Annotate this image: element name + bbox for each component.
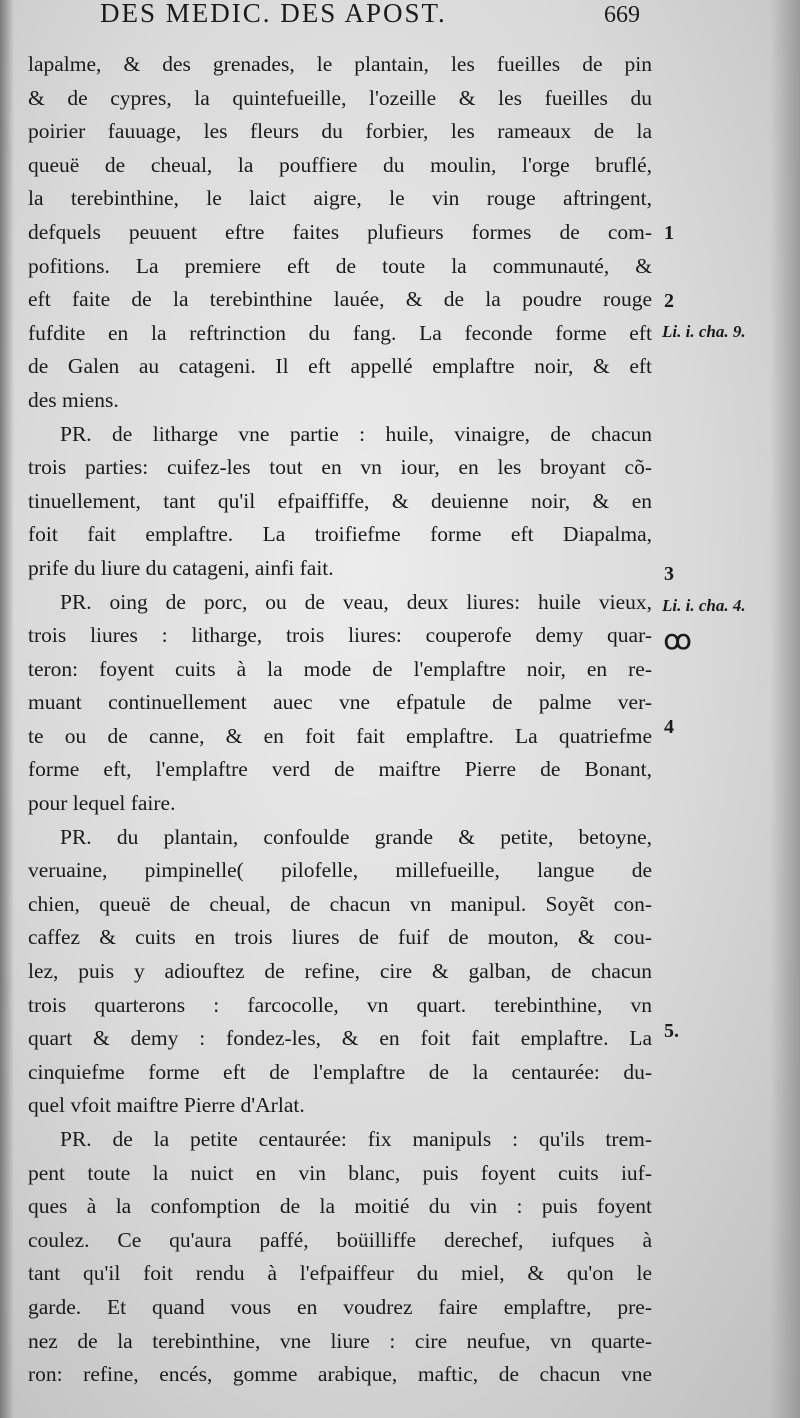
page-edge-shadow-left bbox=[0, 0, 14, 1418]
text-line: tant qu'il foit rendu à l'efpaiffeur du miel, & qu'on le bbox=[28, 1261, 652, 1286]
text-line: eft faite de la terebinthine lauée, & de la poudre rouge bbox=[28, 287, 652, 312]
margin-reference-2: Li. i. cha. 4. bbox=[662, 596, 746, 615]
margin-number-2: 2 bbox=[664, 290, 674, 312]
text-line: te ou de canne, & en foit fait emplaftre. La quatriefme bbox=[28, 723, 652, 748]
text-line: lez, puis y adiouftez de refine, cire & galban, de chacun bbox=[28, 959, 652, 984]
page-number: 669 bbox=[604, 2, 640, 28]
text-line: defquels peuuent eftre faites plufieurs formes de com- bbox=[28, 219, 652, 244]
margin-number-5: 5. bbox=[664, 1020, 679, 1042]
paragraph-start-line: PR. de la petite centaurée: fix manipuls : qu'ils trem- bbox=[60, 1127, 652, 1151]
text-line: & de cypres, la quintefueille, l'ozeille & les fueilles du bbox=[28, 85, 652, 110]
text-line: forme eft, l'emplaftre verd de maiftre Pierre de Bonant, bbox=[28, 757, 652, 782]
text-line: pent toute la nuict en vin blanc, puis foyent cuits iuf- bbox=[28, 1160, 652, 1185]
paragraph-start-line: PR. oing de porc, ou de veau, deux liures: huile vieux, bbox=[60, 589, 652, 614]
text-line: des miens. bbox=[28, 387, 119, 412]
text-line: ron: refine, encés, gomme arabique, maftic, de chacun vne bbox=[28, 1362, 652, 1387]
text-line: pofitions. La premiere eft de toute la communauté, & bbox=[28, 253, 652, 278]
text-line: ques à la confomption de la moitié du vin : puis foyent bbox=[28, 1194, 652, 1219]
margin-reference-1: Li. i. cha. 9. bbox=[662, 322, 746, 341]
text-line: muant continuellement auec vne efpatule de palme ver- bbox=[28, 690, 652, 715]
page-edge-shadow-right bbox=[770, 0, 800, 1418]
running-head: DES MEDIC. DES APOST. bbox=[100, 0, 447, 28]
paragraph-start-line: PR. du plantain, confoulde grande & petite, betoyne, bbox=[60, 824, 652, 849]
margin-number-4: 4 bbox=[664, 716, 674, 738]
text-line: chien, queuë de cheual, de chacun vn manipul. Soyẽt con- bbox=[28, 891, 652, 916]
text-line: de Galen au catageni. Il eft appellé emplaftre noir, & eft bbox=[28, 354, 652, 379]
paragraph-start-line: PR. de litharge vne partie : huile, vinaigre, de chacun bbox=[60, 421, 652, 446]
text-line: trois parties: cuifez-les tout en vn iour, en les broyant cõ- bbox=[28, 455, 652, 480]
text-line: pour lequel faire. bbox=[28, 791, 176, 816]
main-text-block bbox=[28, 48, 652, 1392]
margin-number-1: 1 bbox=[664, 222, 674, 244]
text-line: fufdite en la reftrinction du fang. La feconde forme eft bbox=[28, 320, 652, 345]
text-line: prife du liure du catageni, ainfi fait. bbox=[28, 555, 334, 580]
text-line: caffez & cuits en trois liures de fuif de mouton, & cou- bbox=[28, 925, 652, 950]
text-line: trois liures : litharge, trois liures: couperofe demy quar- bbox=[28, 623, 652, 648]
text-line: la terebinthine, le laict aigre, le vin rouge aftringent, bbox=[28, 186, 652, 211]
text-line: garde. Et quand vous en voudrez faire emplaftre, pre- bbox=[28, 1294, 652, 1319]
text-line: coulez. Ce qu'aura paffé, boüilliffe derechef, iufques à bbox=[28, 1227, 652, 1252]
text-line: trois quarterons : farcocolle, vn quart. terebinthine, vn bbox=[28, 992, 652, 1017]
text-line: tinuellement, tant qu'il efpaiffiffe, & deuienne noir, & en bbox=[28, 488, 652, 513]
margin-symbol: Ꝏ bbox=[664, 632, 692, 654]
text-line: quart & demy : fondez-les, & en foit fait emplaftre. La bbox=[28, 1026, 652, 1051]
text-line: quel vfoit maiftre Pierre d'Arlat. bbox=[28, 1093, 305, 1118]
text-line: teron: foyent cuits à la mode de l'emplaftre noir, en re- bbox=[28, 656, 652, 681]
text-line: queuë de cheual, la pouffiere du moulin, l'orge bruflé, bbox=[28, 152, 652, 177]
text-line: veruaine, pimpinelle( pilofelle, millefueille, langue de bbox=[28, 858, 652, 883]
text-line: cinquiefme forme eft de l'emplaftre de la centaurée: du- bbox=[28, 1059, 652, 1084]
text-line: nez de la terebinthine, vne liure : cire neufue, vn quarte- bbox=[28, 1328, 652, 1353]
text-line: poirier fauuage, les fleurs du forbier, les rameaux de la bbox=[28, 119, 652, 144]
text-line: foit fait emplaftre. La troifiefme forme eft Diapalma, bbox=[28, 522, 652, 547]
margin-number-3: 3 bbox=[664, 563, 674, 585]
text-line: lapalme, & des grenades, le plantain, les fueilles de pin bbox=[28, 52, 652, 76]
